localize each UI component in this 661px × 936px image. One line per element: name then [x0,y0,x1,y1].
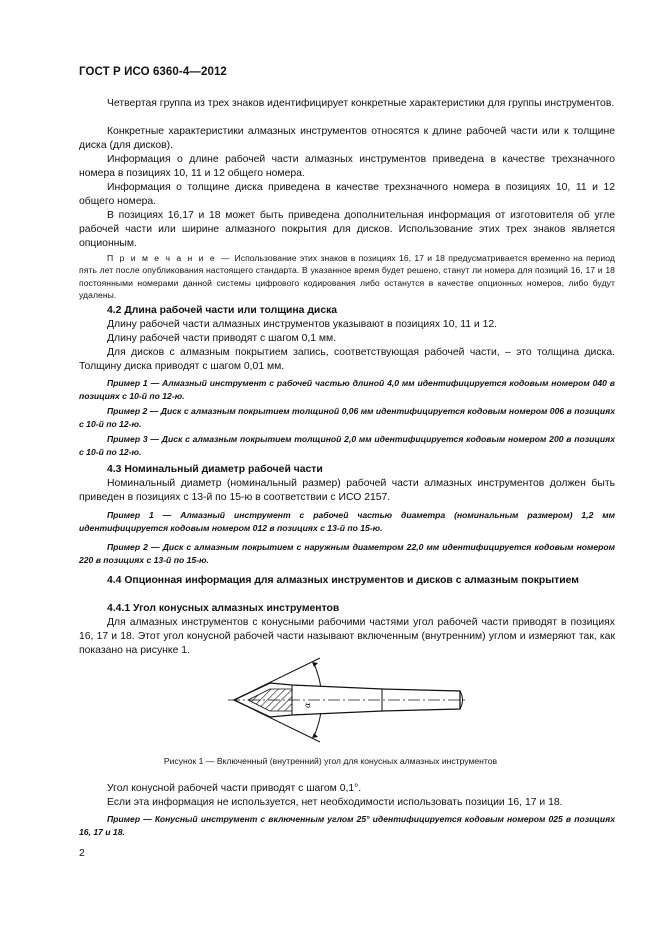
paragraph: Информация о толщине диска приведена в качестве трехзначного номера в позициях 10, 11 и 12 общего номера. [79,182,615,208]
figure-conical-tool [226,656,470,748]
section-heading: 4.4 Опционная информация для алмазных инструментов и дисков с алмазным покрытием [107,575,579,586]
angle-symbol: α [303,702,312,708]
paragraph: Для алмазных инструментов с конусными рабочими частями угол рабочей части приводят в позициях 16, 17 и 18. Этот угол конусной рабочей части называют включенным (внутренним) углом и измеряют так, как показано на рисунке 1. [79,617,615,657]
paragraph: Информация о длине рабочей части алмазных инструментов приведена в качестве трехзначного номера в позициях 10, 11 и 12 общего номера. [79,154,615,180]
note-text: Использование этих знаков в позициях 16, 17 и 18 предусматривается временно на период пять лет после опубликования настоящего стандарта. В указанное время будет решено, станут ли номера для позиций 16, 17 и 18 постоянными номерами данной системы цифрового кодирования либо останутся в качестве опционных номеров, либо будут удалены. [79,253,615,301]
paragraph: Номинальный диаметр (номинальный размер) рабочей части алмазных инструментов должен быть приведен в позициях с 13-й по 15-ю в соответствии с ИСО 2157. [79,478,615,504]
figure-caption: Рисунок 1 — Включенный (внутренний) угол для конусных алмазных инструментов [163,756,498,766]
section-heading: 4.2 Длина рабочей части или толщина диска [107,305,338,316]
note [79,252,615,302]
paragraph: В позициях 16,17 и 18 может быть приведена дополнительная информация от изготовителя об угле рабочей части или ширине алмазного покрытия для дисков. Использование этих трех знаков является опционным. [79,210,615,250]
paragraph: Конкретные характеристики алмазных инструментов относятся к длине рабочей части или к толщине диска (для дисков). [79,126,615,152]
page-number: 2 [79,848,85,859]
paragraph: Угол конусной рабочей части приводят с шагом 0,1°. [107,783,362,794]
note-label: П р и м е ч а н и е — [107,253,232,263]
example: Пример — Конусный инструмент с включенным углом 25° идентифицируется кодовым номером 025 в позициях 16, 17 и 18. [79,814,615,837]
example: Пример 1 — Алмазный инструмент с рабочей частью длиной 4,0 мм идентифицируется кодовым номером 040 в позициях с 10-й по 12-ю. [79,378,615,401]
paragraph: Четвертая группа из трех знаков идентифицирует конкретные характеристики для группы инструментов. [107,98,615,109]
section-heading: 4.3 Номинальный диаметр рабочей части [107,464,323,475]
document-header: ГОСТ Р ИСО 6360-4—2012 [79,66,227,78]
paragraph: Длину рабочей части приводят с шагом 0,1 мм. [107,333,337,344]
example: Пример 1 — Алмазный инструмент с рабочей частью диаметра (номинальным размером) 1,2 мм идентифицируется кодовым номером 012 в позициях с 13-й по 15-ю. [79,510,615,533]
example: Пример 2 — Диск с алмазным покрытием толщиной 0,06 мм идентифицируется кодовым номером 006 в позициях с 10-й по 12-ю. [79,406,615,429]
example: Пример 3 — Диск с алмазным покрытием толщиной 2,0 мм идентифицируется кодовым номером 200 в позициях с 10-й по 12-ю. [79,434,615,457]
paragraph: Для дисков с алмазным покрытием запись, соответствующая рабочей части, – это толщина диска. Толщину диска приводят с шагом 0,01 мм. [79,347,615,373]
example: Пример 2 — Диск с алмазным покрытием с наружным диаметром 22,0 мм идентифицируется кодовым номером 220 в позициях с 13-й по 15-ю. [79,542,615,565]
paragraph: Если эта информация не используется, нет необходимости использовать позиции 16, 17 и 18. [107,797,563,808]
paragraph: Длину рабочей части алмазных инструментов указывают в позициях 10, 11 и 12. [107,319,498,330]
subsection-heading: 4.4.1 Угол конусных алмазных инструментов [107,603,340,614]
